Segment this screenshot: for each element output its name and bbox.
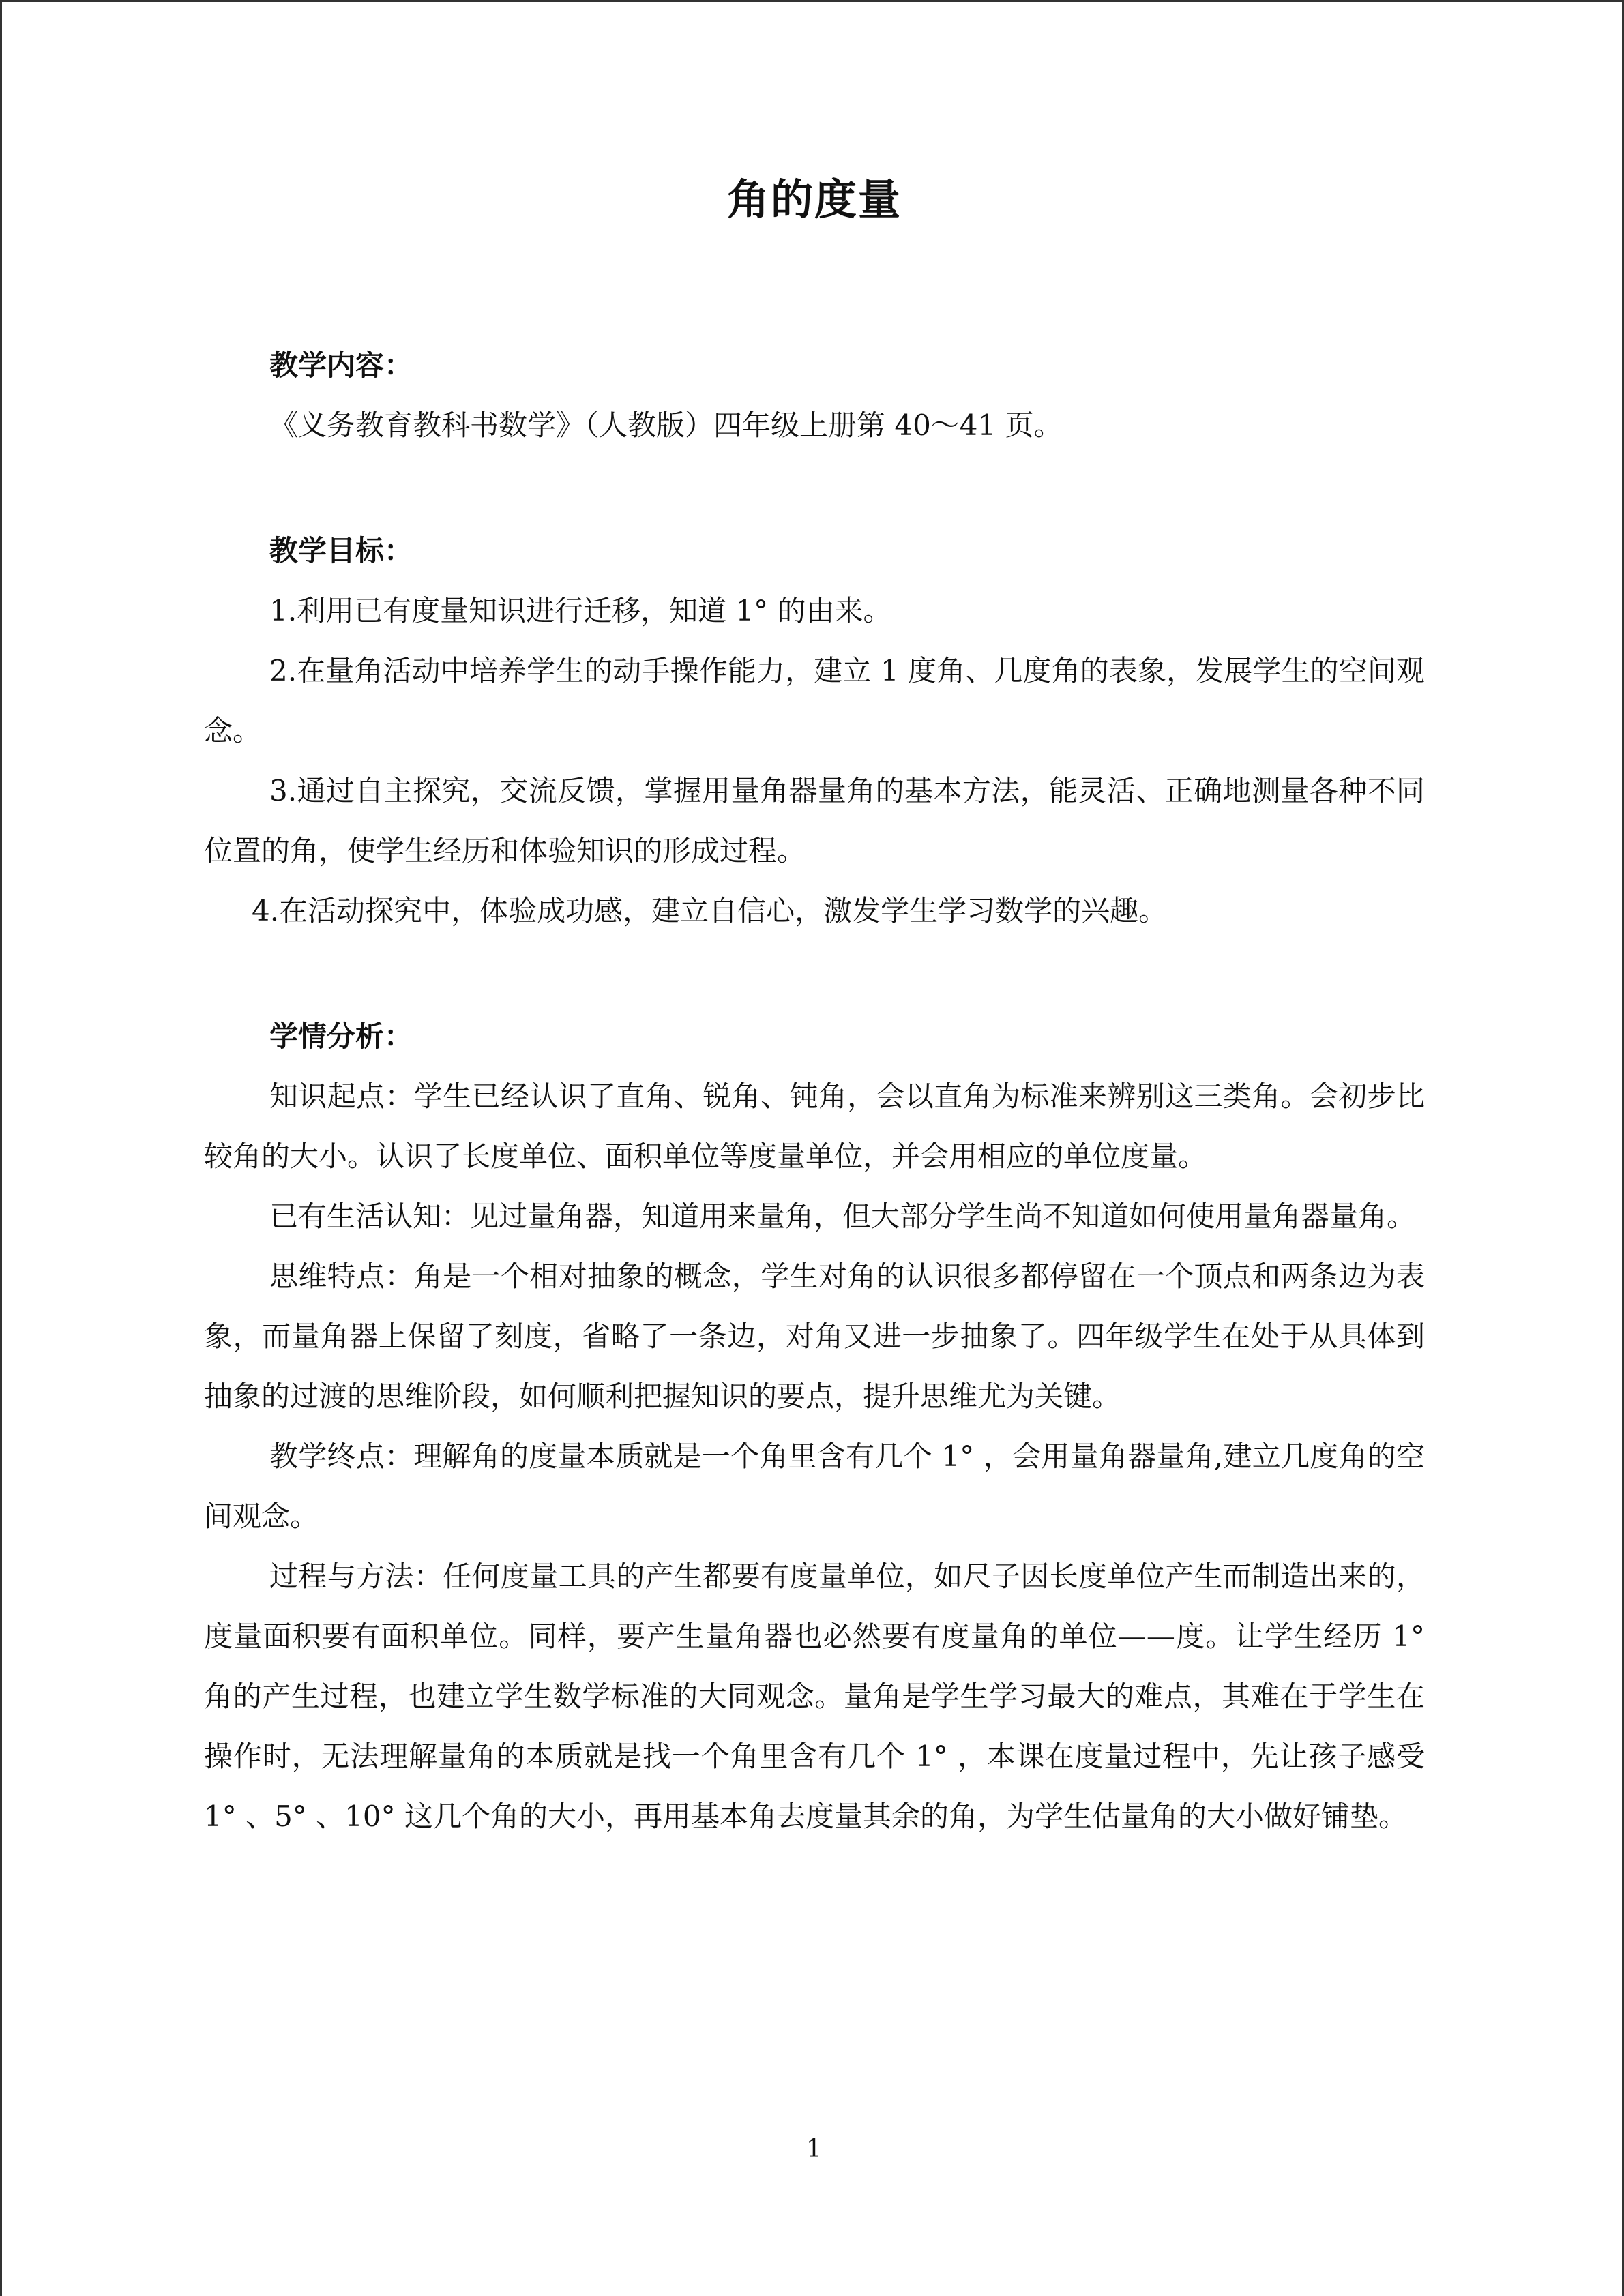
section-teaching-content (204, 336, 1425, 456)
section-student-analysis (204, 1007, 1425, 1847)
section-spacer (204, 456, 1425, 521)
document-body (204, 166, 1425, 1847)
goal-item-1: 1.利用已有度量知识进行迁移，知道 1° 的由来。 (269, 594, 892, 627)
content-text: 《义务教育教科书数学》（人教版）四年级上册第 40～41 页。 (269, 408, 1063, 442)
section-heading-analysis: 学情分析： (269, 1019, 413, 1053)
goal-item-3: 3.通过自主探究，交流反馈，掌握用量角器量角的基本方法，能灵活、正确地测量各种不同位置的角，使学生经历和体验知识的形成过程。 (204, 774, 1425, 867)
analysis-process-method: 过程与方法：任何度量工具的产生都要有度量单位，如尺子因长度单位产生而制造出来的，度量面积要有面积单位。同样，要产生量角器也必然要有度量角的单位——度。让学生经历 1° 角的产生过程，也建立学生数学标准的大同观念。量角是学生学习最大的难点，其难在于学生在操作时，无法理解量角的本质就是找一个角里含有几个 1° ，本课在度量过程中，先让孩子感受 1° 、5° 、10° 这几个角的大小，再用基本角去度量其余的角，为学生估量角的大小做好铺垫。 (204, 1560, 1425, 1833)
section-heading-goals: 教学目标： (269, 534, 413, 567)
page-number: 1 (806, 2135, 822, 2163)
analysis-knowledge-start: 知识起点：学生已经认识了直角、锐角、钝角，会以直角为标准来辨别这三类角。会初步比较角的大小。认识了长度单位、面积单位等度量单位，并会用相应的单位度量。 (204, 1079, 1425, 1173)
section-spacer (204, 941, 1425, 1007)
goal-item-4: 4.在活动探究中，体验成功感，建立自信心，激发学生学习数学的兴趣。 (252, 894, 1168, 927)
goal-item-2: 2.在量角活动中培养学生的动手操作能力，建立 1 度角、几度角的表象，发展学生的空间观念。 (204, 654, 1425, 747)
analysis-teaching-endpoint: 教学终点：理解角的度量本质就是一个角里含有几个 1° ，会用量角器量角,建立几度角的空间观念。 (204, 1440, 1425, 1533)
document-title: 角的度量 (726, 175, 902, 224)
section-teaching-goals (204, 521, 1425, 941)
analysis-life-cognition: 已有生活认知：见过量角器，知道用来量角，但大部分学生尚不知道如何使用量角器量角。 (269, 1199, 1416, 1233)
analysis-thinking-traits: 思维特点：角是一个相对抽象的概念，学生对角的认识很多都停留在一个顶点和两条边为表象，而量角器上保留了刻度，省略了一条边，对角又进一步抽象了。四年级学生在处于从具体到抽象的过渡的思维阶段，如何顺利把握知识的要点，提升思维尤为关键。 (204, 1259, 1425, 1413)
section-heading-content: 教学内容： (269, 348, 413, 382)
